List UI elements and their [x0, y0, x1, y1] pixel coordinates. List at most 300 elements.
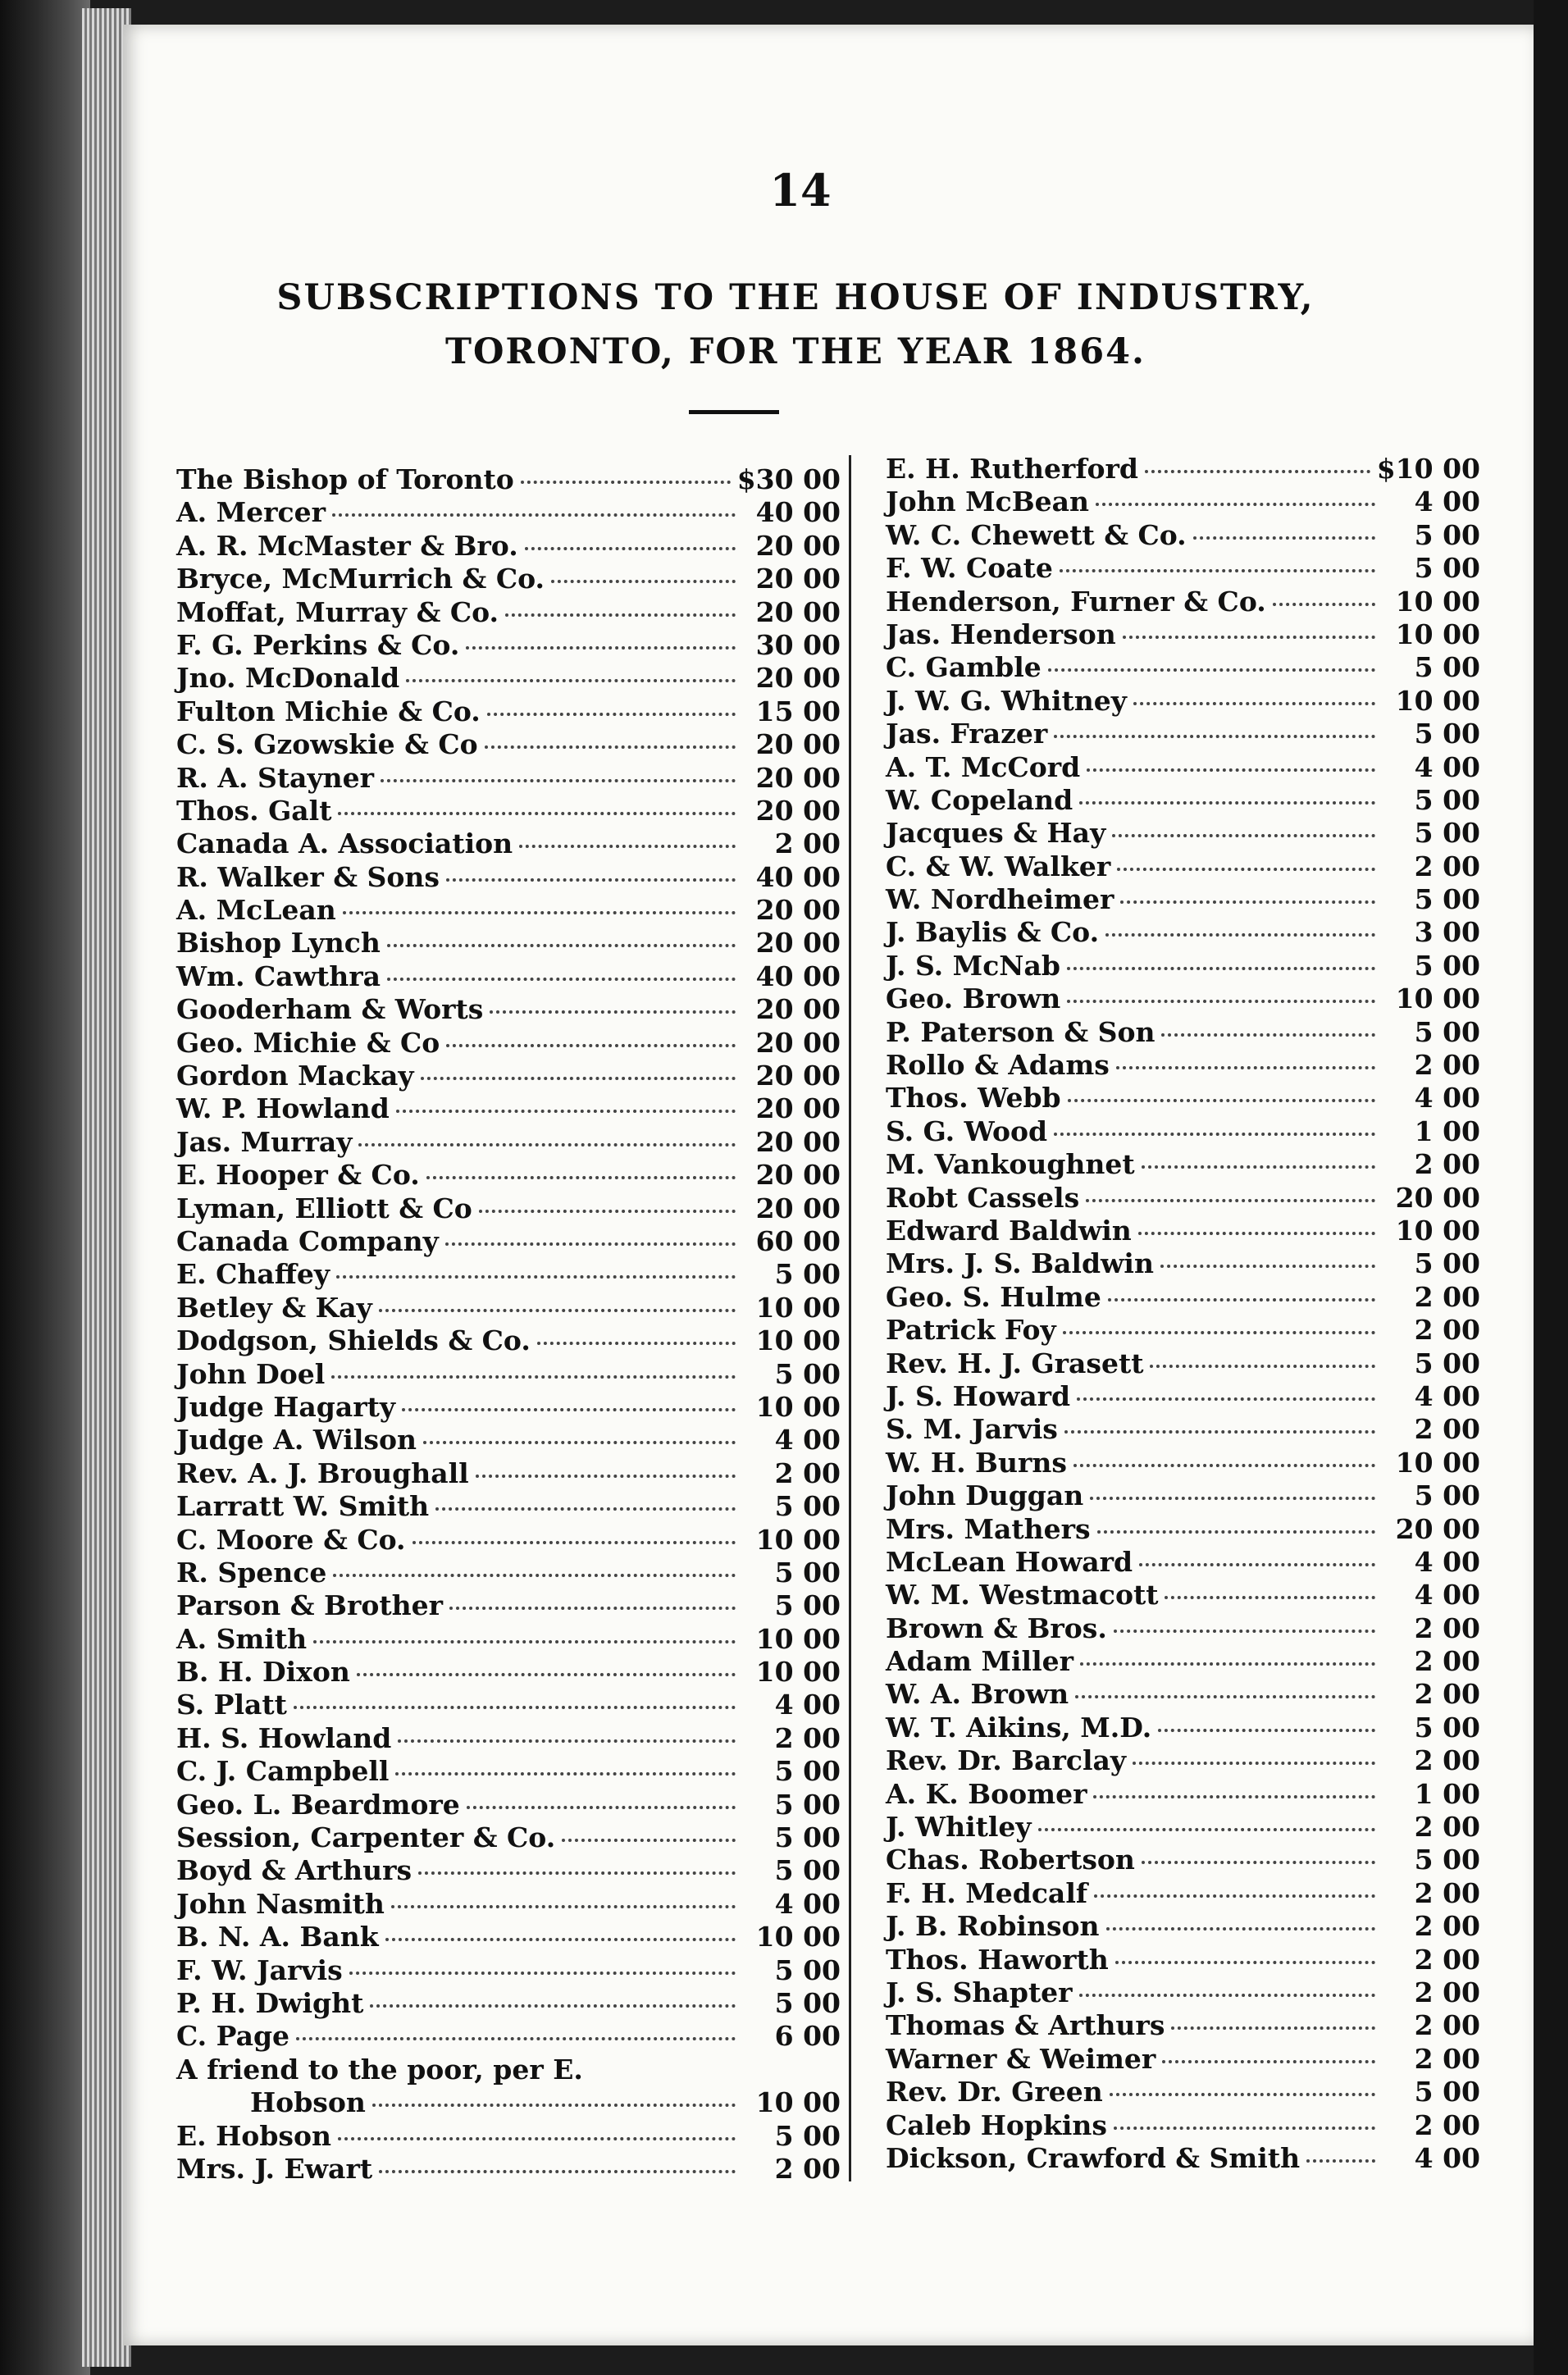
subscriber-name: A. McLean [176, 894, 336, 927]
subscriber-name: Parson & Brother [176, 1589, 443, 1622]
subscriber-name: J. Whitley [886, 1811, 1032, 1844]
subscription-entry [176, 1921, 841, 1953]
subscription-entry [176, 1424, 841, 1456]
leader-dots [1306, 2151, 1375, 2163]
subscription-entry [886, 2142, 1480, 2175]
leader-dots [413, 1533, 736, 1544]
leader-dots [357, 1665, 736, 1676]
subscription-amount: 4 00 [1414, 485, 1480, 518]
subscription-amount: 2 00 [1414, 850, 1480, 882]
subscription-entry [176, 1888, 841, 1921]
subscription-amount: 10 00 [755, 1291, 841, 1324]
subscription-entry [176, 993, 841, 1026]
subscriber-name: Session, Carpenter & Co. [176, 1821, 556, 1854]
subscription-entry [176, 1789, 841, 1821]
subscription-entry [886, 1016, 1480, 1049]
leader-dots [1054, 727, 1375, 738]
subscription-entry [886, 485, 1480, 518]
leader-dots [1087, 760, 1375, 772]
subscriber-name: W. H. Burns [886, 1446, 1067, 1479]
leader-dots [485, 737, 736, 749]
leader-dots [1068, 1091, 1375, 1102]
subscriber-name: Jas. Henderson [886, 618, 1116, 650]
subscriber-name: F. W. Coate [886, 552, 1053, 585]
subscription-amount: 5 00 [774, 1556, 841, 1589]
subscription-entry [886, 1049, 1480, 1082]
subscription-amount: 20 00 [755, 595, 841, 628]
leader-dots [1090, 1488, 1375, 1500]
subscription-entry [886, 784, 1480, 817]
leader-dots [446, 1036, 736, 1047]
subscription-entry [886, 1148, 1480, 1181]
subscriber-name: Mrs. J. S. Baldwin [886, 1247, 1154, 1280]
leader-dots [476, 1466, 736, 1478]
subscription-amount: 10 00 [1395, 982, 1480, 1015]
subscriber-name: W. Copeland [886, 783, 1073, 816]
subscription-amount: 2 00 [1414, 1744, 1480, 1777]
subscription-entry [176, 629, 841, 662]
subscriber-name: Moffat, Murray & Co. [176, 595, 499, 628]
subscription-amount: 20 00 [755, 1125, 841, 1158]
subscriber-name: Thomas & Arthurs [886, 2009, 1165, 2042]
leader-dots [421, 1069, 736, 1080]
subscription-amount: 2 00 [774, 1721, 841, 1754]
subscription-entry [176, 960, 841, 993]
subscription-amount: 5 00 [774, 1258, 841, 1291]
subscription-amount: 10 00 [1395, 1446, 1480, 1479]
subscriber-name: Geo. L. Beardmore [176, 1788, 460, 1821]
subscription-amount: 5 00 [1414, 1015, 1480, 1048]
leader-dots [1086, 1191, 1375, 1202]
subscriber-name: Jno. McDonald [176, 662, 400, 695]
leader-dots [343, 903, 736, 914]
leader-dots [1075, 1687, 1375, 1698]
leader-dots [1105, 925, 1375, 937]
subscription-entry [176, 861, 841, 894]
subscription-amount: 10 00 [1395, 1214, 1480, 1247]
subscription-entry [886, 1513, 1480, 1546]
leader-dots [519, 836, 736, 848]
subscription-amount: 20 00 [755, 794, 841, 827]
leader-dots [1123, 627, 1375, 639]
subscription-entry [176, 463, 841, 496]
subscription-amount: 5 00 [774, 1755, 841, 1788]
subscription-entry [886, 1247, 1480, 1280]
subscription-entry [886, 1314, 1480, 1347]
subscription-amount: 20 00 [755, 1159, 841, 1192]
subscription-amount: 2 00 [1414, 2042, 1480, 2075]
subscription-entry [886, 2076, 1480, 2108]
subscription-entry [886, 1579, 1480, 1611]
leader-dots [490, 1002, 736, 1014]
subscription-entry [886, 1182, 1480, 1215]
subscription-entry [886, 1479, 1480, 1512]
heading-line-2: TORONTO, FOR THE YEAR 1864. [444, 331, 1146, 372]
subscriber-name: Geo. Brown [886, 982, 1061, 1015]
subscriber-name: Caleb Hopkins [886, 2108, 1107, 2141]
subscriber-name: Robt Cassels [886, 1181, 1080, 1214]
subscription-amount: 20 00 [755, 529, 841, 562]
subscriber-name: A. Mercer [176, 496, 326, 529]
subscriber-name: Dodgson, Shields & Co. [176, 1324, 531, 1357]
leader-dots [1158, 1721, 1375, 1732]
leader-dots [445, 1234, 736, 1246]
subscription-entry [176, 1589, 841, 1622]
subscriber-name: Rev. A. J. Broughall [176, 1456, 469, 1489]
leader-dots [1079, 793, 1375, 805]
subscription-entry [176, 1027, 841, 1060]
subscription-entry [176, 894, 841, 927]
subscriber-name: Mrs. J. Ewart [176, 2152, 373, 2185]
leader-dots [1150, 1356, 1375, 1368]
subscription-amount: 4 00 [1414, 1082, 1480, 1115]
subscriber-name: Hobson [250, 2086, 366, 2119]
leader-dots [1145, 462, 1370, 473]
background-edge [1534, 0, 1568, 2375]
heading-rule [689, 410, 779, 414]
leader-dots [331, 1367, 736, 1379]
subscriber-name: Judge A. Wilson [176, 1424, 417, 1456]
subscription-entry [886, 982, 1480, 1015]
subscriber-name: F. G. Perkins & Co. [176, 628, 460, 661]
subscriber-name: A. R. McMaster & Bro. [176, 529, 518, 562]
subscription-entry [886, 2009, 1480, 2042]
subscription-amount: 5 00 [774, 1854, 841, 1887]
subscriber-name: C. Moore & Co. [176, 1523, 406, 1556]
subscription-entry [176, 563, 841, 595]
subscriber-name: Jas. Murray [176, 1125, 353, 1158]
subscriber-name: E. Chaffey [176, 1258, 330, 1291]
leader-dots [1165, 1588, 1375, 1599]
subscription-entry [886, 916, 1480, 949]
leader-dots [1110, 2085, 1375, 2096]
leader-dots [1116, 1058, 1375, 1069]
leader-dots [1133, 694, 1375, 705]
leader-dots [1077, 1389, 1375, 1401]
subscriber-name: W. Nordheimer [886, 883, 1114, 916]
subscriber-name: Warner & Weimer [886, 2042, 1156, 2075]
subscription-amount: 40 00 [755, 960, 841, 992]
leader-dots [349, 1963, 736, 1975]
leader-dots [418, 1863, 736, 1875]
leader-dots [336, 1267, 736, 1279]
subscriber-name: Larratt W. Smith [176, 1490, 430, 1523]
subscription-amount: 2 00 [1414, 2108, 1480, 2141]
subscriber-name: Rev. H. J. Grasett [886, 1347, 1144, 1379]
subscriber-name: Patrick Foy [886, 1314, 1056, 1347]
subscription-amount: 10 00 [755, 1921, 841, 1953]
subscription-entry [176, 1524, 841, 1557]
subscriber-name: Rollo & Adams [886, 1049, 1110, 1082]
subscription-entry [176, 795, 841, 827]
left-subscriber-column [176, 463, 841, 2186]
subscription-amount: 5 00 [1414, 651, 1480, 684]
subscription-amount: 3 00 [1414, 916, 1480, 949]
subscription-amount: 20 00 [755, 728, 841, 761]
subscription-entry [176, 1159, 841, 1192]
subscription-amount: 2 00 [1414, 1645, 1480, 1678]
leader-dots [1054, 1124, 1375, 1136]
subscription-amount: 20 00 [755, 894, 841, 927]
subscription-amount: 4 00 [1414, 750, 1480, 783]
leader-dots [338, 804, 736, 815]
leader-dots [1114, 2118, 1375, 2130]
subscription-entry [886, 651, 1480, 684]
subscription-entry [886, 1347, 1480, 1380]
leader-dots [1133, 1753, 1375, 1765]
leader-dots [387, 969, 736, 981]
leader-dots [1106, 1919, 1375, 1931]
leader-dots [1048, 660, 1375, 672]
leader-dots [1171, 2018, 1375, 2030]
subscriber-name: The Bishop of Toronto [176, 463, 514, 495]
subscription-amount: 40 00 [755, 860, 841, 893]
subscription-entry [176, 1821, 841, 1854]
subscriber-name: Thos. Webb [886, 1082, 1061, 1115]
subscription-entry [176, 927, 841, 960]
subscription-amount: 5 00 [774, 1357, 841, 1390]
subscriber-name: B. N. A. Bank [176, 1921, 379, 1953]
subscription-entry [886, 1678, 1480, 1711]
leader-dots [1073, 1456, 1375, 1467]
subscription-entry [886, 1844, 1480, 1876]
page-heading [164, 271, 1427, 379]
subscription-amount: 10 00 [755, 1390, 841, 1423]
subscription-amount: 4 00 [1414, 1379, 1480, 1412]
leader-dots [466, 638, 736, 650]
subscription-entry [176, 1854, 841, 1887]
leader-dots [1079, 1985, 1375, 1997]
subscriber-name: Boyd & Arthurs [176, 1854, 413, 1887]
subscription-amount: $10 00 [1376, 453, 1480, 485]
leader-dots [1112, 826, 1375, 837]
subscription-entry [886, 685, 1480, 718]
subscriber-name: C. Page [176, 2020, 290, 2053]
subscriber-name: Judge Hagarty [176, 1390, 396, 1423]
subscription-entry [176, 530, 841, 563]
subscription-amount: 5 00 [774, 1986, 841, 2019]
subscriber-name: Thos. Haworth [886, 1943, 1109, 1976]
subscription-amount: 2 00 [774, 827, 841, 860]
leader-dots [372, 2095, 736, 2107]
subscription-entry [176, 1490, 841, 1523]
leader-dots [1080, 1654, 1375, 1666]
subscription-amount: 15 00 [755, 695, 841, 727]
subscriber-name: John Nasmith [176, 1887, 385, 1920]
subscription-entry [886, 1082, 1480, 1115]
subscription-amount: 10 00 [755, 1523, 841, 1556]
subscription-entry [176, 762, 841, 795]
leader-dots [435, 1499, 736, 1511]
subscription-amount: 4 00 [1414, 2141, 1480, 2174]
subscriber-name: E. Hooper & Co. [176, 1159, 420, 1192]
subscriber-name: C. J. Campbell [176, 1755, 390, 1788]
subscription-entry [886, 1944, 1480, 1976]
subscriber-name: Geo. Michie & Co [176, 1026, 440, 1059]
leader-dots [1142, 1853, 1375, 1864]
subscriber-name: Gooderham & Worts [176, 993, 484, 1026]
subscriber-name: Wm. Cawthra [176, 960, 381, 992]
subscription-amount: 6 00 [774, 2020, 841, 2053]
page-number: 14 [769, 164, 832, 217]
subscription-amount: 10 00 [755, 2086, 841, 2119]
subscription-entry [886, 586, 1480, 618]
subscriber-name: Bishop Lynch [176, 927, 381, 960]
subscriber-name: S. Platt [176, 1689, 287, 1721]
subscription-amount: 2 00 [1414, 1413, 1480, 1446]
subscriber-name: J. S. Howard [886, 1379, 1071, 1412]
subscription-entry [886, 850, 1480, 883]
subscription-entry [176, 2054, 841, 2086]
leader-dots [1193, 528, 1375, 540]
subscription-entry [886, 618, 1480, 651]
subscription-entry [176, 1324, 841, 1357]
leader-dots [296, 2029, 736, 2040]
leader-dots [1273, 595, 1375, 606]
subscriber-name: W. A. Brown [886, 1678, 1069, 1711]
subscription-amount: 20 00 [755, 1026, 841, 1059]
heading-line-1: SUBSCRIPTIONS TO THE HOUSE OF INDUSTRY, [276, 277, 1315, 318]
subscription-amount: 20 00 [755, 761, 841, 794]
subscriber-name: Dickson, Crawford & Smith [886, 2141, 1301, 2174]
subscriber-name: Edward Baldwin [886, 1214, 1132, 1247]
subscription-entry [176, 662, 841, 695]
subscription-amount: 1 00 [1414, 1115, 1480, 1147]
subscription-amount: 5 00 [1414, 1347, 1480, 1379]
leader-dots [387, 936, 736, 947]
subscription-amount: 20 00 [755, 1060, 841, 1092]
subscription-entry [886, 1413, 1480, 1446]
subscription-amount: 2 00 [1414, 2009, 1480, 2042]
subscription-entry [886, 718, 1480, 750]
subscriber-name: B. H. Dixon [176, 1656, 350, 1689]
subscription-entry [886, 552, 1480, 585]
subscription-entry [176, 496, 841, 529]
leader-dots [537, 1333, 736, 1345]
subscriber-name: F. H. Medcalf [886, 1876, 1088, 1909]
subscriber-name: Lyman, Elliott & Co [176, 1192, 472, 1224]
subscriber-name: Rev. Dr. Barclay [886, 1744, 1127, 1777]
leader-dots [1097, 1522, 1375, 1534]
subscription-entry [886, 2109, 1480, 2142]
subscriber-name: Geo. S. Hulme [886, 1280, 1101, 1313]
subscriber-name: Brown & Bros. [886, 1611, 1107, 1644]
subscription-amount: 4 00 [774, 1424, 841, 1456]
subscription-entry [176, 1292, 841, 1324]
subscription-amount: 20 00 [755, 1092, 841, 1125]
subscriber-name: A. K. Boomer [886, 1777, 1087, 1810]
subscriber-name: R. Walker & Sons [176, 860, 440, 893]
subscriber-name: S. G. Wood [886, 1115, 1048, 1147]
subscription-entry [176, 1623, 841, 1656]
subscription-amount: 5 00 [774, 1821, 841, 1854]
leader-dots [313, 1632, 736, 1643]
book-spine [0, 0, 90, 2375]
subscription-entry [176, 2120, 841, 2153]
subscriber-name: Canada A. Association [176, 827, 513, 860]
leader-dots [1093, 1787, 1375, 1798]
leader-dots [423, 1433, 736, 1444]
subscription-entry [886, 1645, 1480, 1678]
leader-dots [391, 1897, 736, 1908]
subscriber-name: Betley & Kay [176, 1291, 372, 1324]
subscriber-name: Rev. Dr. Green [886, 2076, 1103, 2108]
subscription-entry [176, 695, 841, 728]
subscription-entry [176, 1192, 841, 1225]
leader-dots [379, 2162, 736, 2173]
leader-dots [505, 605, 736, 617]
subscription-amount: 2 00 [1414, 1314, 1480, 1347]
leader-dots [1115, 1953, 1375, 1964]
subscription-entry [176, 2153, 841, 2186]
subscriber-name: McLean Howard [886, 1545, 1133, 1578]
subscription-amount: 2 00 [774, 2152, 841, 2185]
subscription-amount: 2 00 [1414, 1943, 1480, 1976]
subscriber-name: Henderson, Furner & Co. [886, 585, 1266, 618]
subscriber-name: F. W. Jarvis [176, 1953, 343, 1986]
leader-dots [1160, 1256, 1375, 1268]
leader-dots [398, 1731, 736, 1743]
subscription-amount: 5 00 [1414, 1479, 1480, 1512]
leader-dots [1064, 1422, 1375, 1434]
subscription-amount: 20 00 [1395, 1181, 1480, 1214]
subscription-amount: 5 00 [774, 1490, 841, 1523]
subscriber-name: J. S. McNab [886, 949, 1060, 982]
subscriber-name: Chas. Robertson [886, 1844, 1135, 1876]
leader-dots [333, 1566, 736, 1577]
leader-dots [1038, 1820, 1375, 1831]
subscription-amount: 4 00 [1414, 1579, 1480, 1611]
leader-dots [521, 472, 731, 484]
subscriber-name: A. T. McCord [886, 750, 1081, 783]
subscription-entry [886, 1215, 1480, 1247]
subscription-amount: 2 00 [1414, 1280, 1480, 1313]
subscriber-name: A. Smith [176, 1622, 308, 1655]
leader-dots [395, 1764, 736, 1776]
leader-dots [467, 1798, 736, 1809]
subscription-amount: 4 00 [774, 1689, 841, 1721]
subscriber-name: Canada Company [176, 1224, 439, 1257]
leader-dots [1142, 1157, 1375, 1169]
leader-dots [1114, 1621, 1375, 1633]
subscriber-name: P. H. Dwight [176, 1986, 364, 2019]
leader-dots [406, 671, 736, 682]
leader-dots [1094, 1886, 1375, 1898]
subscription-amount: 5 00 [774, 1788, 841, 1821]
leader-dots [1120, 892, 1375, 904]
subscription-entry [176, 1225, 841, 1258]
subscription-entry [886, 1744, 1480, 1777]
subscription-amount: 5 00 [1414, 883, 1480, 916]
subscription-entry [176, 1755, 841, 1788]
subscription-amount: 10 00 [1395, 618, 1480, 650]
subscription-entry [886, 1910, 1480, 1943]
subscription-entry [176, 2086, 841, 2119]
subscription-entry [176, 1457, 841, 1490]
subscriber-name: John McBean [886, 485, 1089, 518]
subscription-entry [886, 1546, 1480, 1579]
subscription-entry [886, 1712, 1480, 1744]
leader-dots [1108, 1290, 1375, 1301]
leader-dots [381, 771, 736, 782]
subscription-amount: 1 00 [1414, 1777, 1480, 1810]
subscription-entry [886, 751, 1480, 784]
subscription-amount: 30 00 [755, 628, 841, 661]
subscriber-name: E. Hobson [176, 2119, 331, 2152]
leader-dots [1060, 561, 1375, 572]
leader-dots [487, 704, 736, 716]
subscriber-name: W. C. Chewett & Co. [886, 518, 1187, 551]
